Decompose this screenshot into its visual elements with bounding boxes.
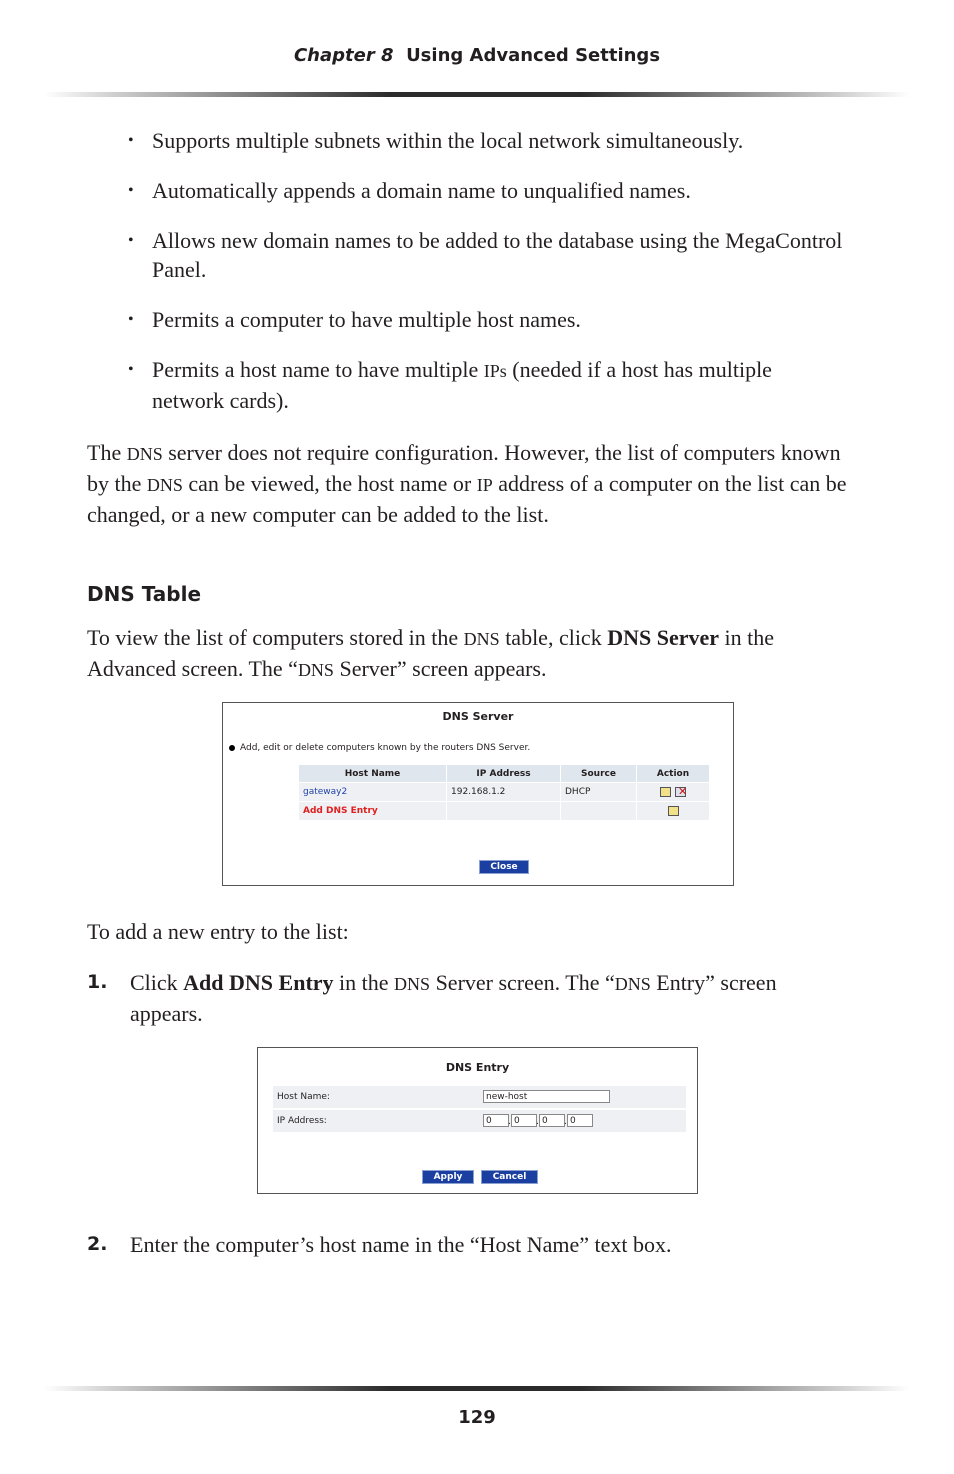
bullet-icon: • (128, 311, 134, 328)
dns-server-screenshot (222, 702, 734, 886)
running-header (0, 45, 954, 66)
chapter-title: Using Advanced Settings (406, 45, 661, 66)
dns-server-title: DNS Server (442, 710, 514, 723)
step-1 (87, 968, 847, 1028)
dns-intro-paragraph: The DNS server does not require configuration. However, the list of computers known by the DNS can be viewed, the host name or IP address of a computer on the list can be changed, or a new computer can be added to the list. (87, 440, 847, 527)
add-dns-entry-link[interactable]: Add DNS Entry (299, 802, 447, 821)
delete-icon[interactable] (675, 787, 686, 797)
footer-rule (44, 1386, 910, 1391)
bullet-icon: • (128, 361, 134, 378)
ip-octet-3-input[interactable]: 0 (539, 1114, 565, 1127)
host-name-row (273, 1086, 686, 1109)
ip-address-label: IP Address: (277, 1116, 327, 1126)
ip-octet-1-input[interactable]: 0 (483, 1114, 509, 1127)
dns-entry-screenshot (257, 1047, 698, 1194)
ip-separator: . (564, 1117, 567, 1127)
feature-list (128, 126, 848, 436)
step-text: Enter the computer’s host name in the “Host Name” text box. (130, 1232, 672, 1257)
step-number: 2. (87, 1233, 108, 1255)
column-header: Host Name (299, 765, 447, 783)
ip-octet-4-input[interactable]: 0 (567, 1114, 593, 1127)
ip-address-row (273, 1110, 686, 1133)
host-name-link[interactable]: gateway2 (299, 783, 447, 802)
table-row (299, 783, 710, 802)
apply-button[interactable]: Apply (422, 1170, 474, 1184)
cancel-button[interactable]: Cancel (481, 1170, 538, 1184)
list-item: • Supports multiple subnets within the local network simultaneously. (128, 128, 744, 153)
column-header: Action (637, 765, 710, 783)
dns-entry-title: DNS Entry (445, 1061, 510, 1074)
ip-octet-2-input[interactable]: 0 (511, 1114, 537, 1127)
step-2 (87, 1230, 847, 1259)
ip-address-cell: 192.168.1.2 (447, 783, 561, 802)
dns-server-note: Add, edit or delete computers known by the routers DNS Server. (229, 743, 530, 753)
add-icon[interactable] (668, 806, 679, 816)
header-rule (44, 92, 910, 97)
ip-separator: . (508, 1117, 511, 1127)
add-entry-paragraph: To add a new entry to the list: (87, 919, 349, 944)
source-cell: DHCP (561, 783, 637, 802)
list-item: • Allows new domain names to be added to the database using the MegaControl Panel. (128, 228, 843, 282)
ip-separator: . (536, 1117, 539, 1127)
close-button[interactable]: Close (479, 860, 529, 874)
table-row (299, 802, 710, 821)
page-number: 129 (458, 1407, 496, 1428)
dns-table-paragraph: To view the list of computers stored in the DNS table, click DNS Server in the Advanced screen. The “DNS Server” screen appears. (87, 625, 775, 681)
list-item: • Automatically appends a domain name to unqualified names. (128, 178, 691, 203)
step-number: 1. (87, 971, 108, 993)
host-name-input[interactable]: new-host (483, 1090, 610, 1103)
step-text: Click Add DNS Entry in the DNS Server screen. The “DNS Entry” screen appears. (130, 970, 777, 1026)
action-cell (637, 802, 710, 821)
list-item: • Permits a computer to have multiple host names. (128, 307, 581, 332)
column-header: IP Address (447, 765, 561, 783)
action-cell (637, 783, 710, 802)
section-heading: DNS Table (87, 582, 202, 606)
edit-icon[interactable] (660, 787, 671, 797)
dns-table (298, 764, 710, 821)
column-header: Source (561, 765, 637, 783)
list-item: • Permits a host name to have multiple IPs (needed if a host has multiple network cards). (128, 357, 772, 413)
bullet-icon: • (128, 182, 134, 199)
chapter-label: Chapter 8 (293, 45, 394, 66)
host-name-label: Host Name: (277, 1092, 330, 1102)
bullet-icon: • (128, 132, 134, 149)
bullet-icon: • (128, 232, 134, 249)
bullet-icon (229, 745, 235, 751)
